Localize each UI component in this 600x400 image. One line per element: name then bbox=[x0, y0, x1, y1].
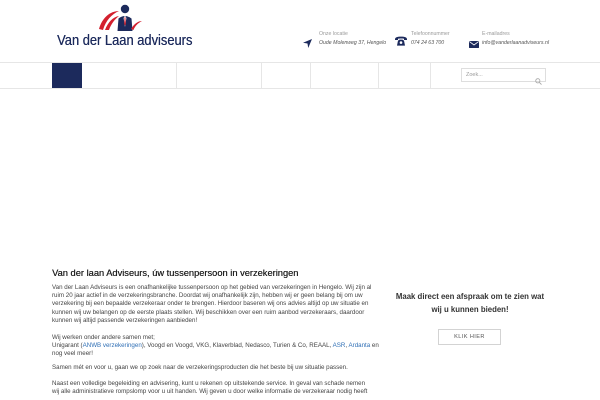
partner-link-anwb[interactable]: ANWB verzekeringen bbox=[82, 341, 142, 349]
partners-end: nog veel meer! bbox=[52, 349, 93, 357]
cta-line: Maak direct een afspraak om te zien wat bbox=[395, 292, 545, 301]
phone-icon bbox=[395, 33, 407, 43]
phone-value[interactable]: 074 24 63 700 bbox=[411, 39, 445, 46]
nav-item-home[interactable] bbox=[52, 63, 82, 88]
phone-label: Telefoonnummer bbox=[411, 30, 450, 37]
location-label: Onze locatie bbox=[319, 30, 348, 37]
nav-item-6[interactable] bbox=[379, 63, 431, 88]
email-label: E-mailadres bbox=[482, 30, 510, 37]
partners-text: , bbox=[345, 341, 349, 349]
nav-item-4[interactable] bbox=[262, 63, 311, 88]
service-line: wij alle administratieve rompslomp voor u uit handen. Wij geven u door welke informatie de verzekeraar nodig heeft bbox=[52, 388, 368, 396]
intro-line: kunnen wij uw belangen op de eerste plaats stellen. Wij beschikken over een ruim aanbod verzekeraars, daardoor bbox=[52, 308, 365, 316]
partner-link-asr[interactable]: ASR bbox=[332, 341, 346, 349]
service-paragraph bbox=[52, 380, 367, 396]
envelope-icon bbox=[469, 35, 479, 42]
search-box bbox=[461, 68, 546, 82]
brand-name[interactable]: Van der Laan adviseurs bbox=[57, 32, 193, 49]
intro-line: kunnen wij altijd passende verzekeringen aanbieden! bbox=[52, 316, 198, 324]
nav-item-5[interactable] bbox=[311, 63, 379, 88]
intro-line: Van der Laan Adviseurs is een onafhankelijke tussenpersoon op het gebied van verzekeringen in Hengelo. Wij zijn al bbox=[52, 284, 372, 291]
intro-line: ruim 20 jaar actief in de verzekeringsbranche. Doordat wij onafhankelijk zijn, hebben wij er geen belang bij om uw bbox=[52, 292, 363, 300]
klik-hier-button[interactable]: KLIK HIER bbox=[438, 329, 501, 345]
intro-line: verzekering bij een bepaalde verzekeraar onder te brengen. Hierdoor baseren wij ons advies altijd op uw situatie en bbox=[52, 300, 369, 308]
partners-text: Unigarant ( bbox=[52, 341, 83, 349]
partners-text: en bbox=[370, 341, 379, 349]
partner-link-ardanta[interactable]: Ardanta bbox=[348, 341, 371, 349]
partners-intro: Wij werken onder andere samen met; bbox=[52, 333, 155, 341]
partners-text: ), Voogd en Voogd, VKG, Klaverblad, Nedasco, Turien & Co, REAAL, bbox=[141, 341, 333, 349]
location-arrow-icon bbox=[303, 35, 312, 44]
approach-line: Samen mét en voor u, gaan we op zoek naar de verzekeringsproducten die het beste bij uw situatie passen. bbox=[52, 364, 348, 371]
logo-icon[interactable] bbox=[98, 2, 142, 32]
email-value[interactable]: info@vanderlaanadviseurs.nl bbox=[482, 39, 549, 46]
nav-item-3[interactable] bbox=[177, 63, 262, 88]
service-line: Naast een volledige begeleiding en advisering, kunt u rekenen op uitstekende service. In geval van schade nemen bbox=[52, 380, 366, 387]
search-icon[interactable] bbox=[535, 72, 542, 79]
location-value: Oude Molenweg 37, Hengelo bbox=[319, 39, 387, 46]
partners-list bbox=[52, 342, 379, 350]
page-title: Van der laan Adviseurs, úw tussenpersoon in verzekeringen bbox=[52, 268, 299, 278]
cta-text bbox=[390, 290, 550, 316]
hero-slider bbox=[0, 89, 600, 260]
advisor-figure-logo-icon bbox=[98, 2, 142, 32]
intro-paragraph bbox=[52, 284, 371, 325]
partners-paragraph bbox=[52, 334, 379, 359]
cta-line: wij u kunnen bieden! bbox=[431, 305, 509, 314]
search-input[interactable] bbox=[462, 69, 536, 81]
approach-paragraph bbox=[52, 364, 348, 372]
nav-item-2[interactable] bbox=[82, 63, 177, 88]
main-navigation bbox=[0, 62, 600, 89]
